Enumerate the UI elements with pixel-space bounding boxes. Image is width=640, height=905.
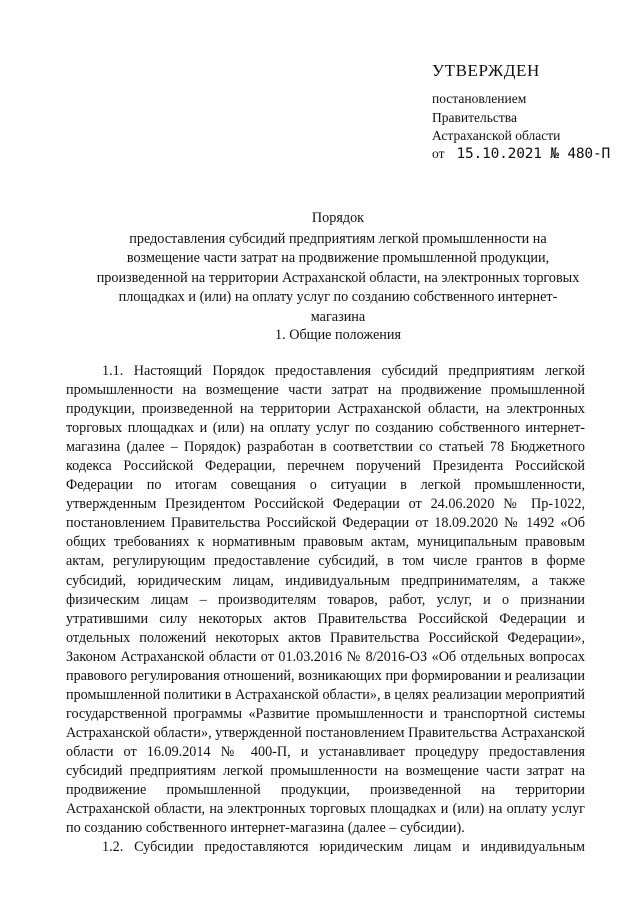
document-title <box>64 209 612 328</box>
document-title-line: площадках и (или) на оплату услуг по созданию собственного интернет- <box>118 289 558 306</box>
approval-date-line <box>432 145 632 163</box>
section-body <box>66 362 585 857</box>
paragraph-1-1: 1.1. Настоящий Порядок предоставления субсидий предприятиям легкой промышленности на возмещение части затрат на продвижение промышленной продукции, произведенной на территории Астраханской области, на электронных торговых площадках и (или) на оплату услуг по созданию собственного интернет-магазина (далее – Порядок) разработан в соответствии со статьей 78 Бюджетного кодекса Российской Федерации, перечнем поручений Президента Российской Федерации по итогам совещания о ситуации в легкой промышленности, утвержденным Президентом Российской Федерации от 24.06.2020 № Пр-1022, постановлением Правительства Российской Федерации от 18.09.2020 № 1492 «Об общих требованиях к нормативным правовым актам, муниципальным правовым актам, регулирующим предоставление субсидий, в том числе грантов в форме субсидий, юридическим лицам, индивидуальным предпринимателям, а также физическим лицам – производителям товаров, работ, услуг, и о признании утратившими силу некоторых актов Правительства Российской Федерации и отдельных положений некоторых актов Правительства Российской Федерации», Законом Астраханской области от 01.03.2016 № 8/2016-ОЗ «Об отдельных вопросах правового регулирования отношений, возникающих при формировании и реализации промышленной политики в Астраханской области», в целях реализации мероприятий государственной программы «Развитие промышленности и транспортной системы Астраханской области», утвержденной постановлением Правительства Астраханской области от 16.09.2014 № 400-П, и устанавливает процедуру предоставления субсидий предприятиям легкой промышленности на возмещение части затрат на продвижение промышленной продукции, произведенной на территории Астраханской области, на электронных торговых площадках и (или) на оплату услуг по созданию собственного интернет-магазина (далее – субсидии). <box>66 363 585 837</box>
document-title-line: возмещение части затрат на продвижение промышленной продукции, <box>126 250 550 267</box>
section-heading: 1. Общие положения <box>275 327 401 343</box>
document-name: Порядок <box>311 210 365 226</box>
approval-line-1: постановлением <box>432 91 527 107</box>
document-title-line: предоставления субсидий предприятиям легкой промышленности на <box>129 230 547 247</box>
paragraph-1-2: 1.2. Субсидии предоставляются юридическим лицам и индивидуальным <box>102 839 585 856</box>
approval-line-3: Астраханской области <box>432 127 561 143</box>
approval-title: УТВЕРЖДЕН <box>432 61 540 80</box>
approval-date-prefix: от <box>432 146 445 162</box>
approval-date-number: 15.10.2021 № 480-П <box>456 146 611 163</box>
document-title-line: произведенной на территории Астраханской области, на электронных торговых <box>96 269 580 286</box>
approval-line-2: Правительства <box>432 109 517 125</box>
document-title-line: магазина <box>310 308 366 325</box>
approval-stamp <box>432 62 632 163</box>
